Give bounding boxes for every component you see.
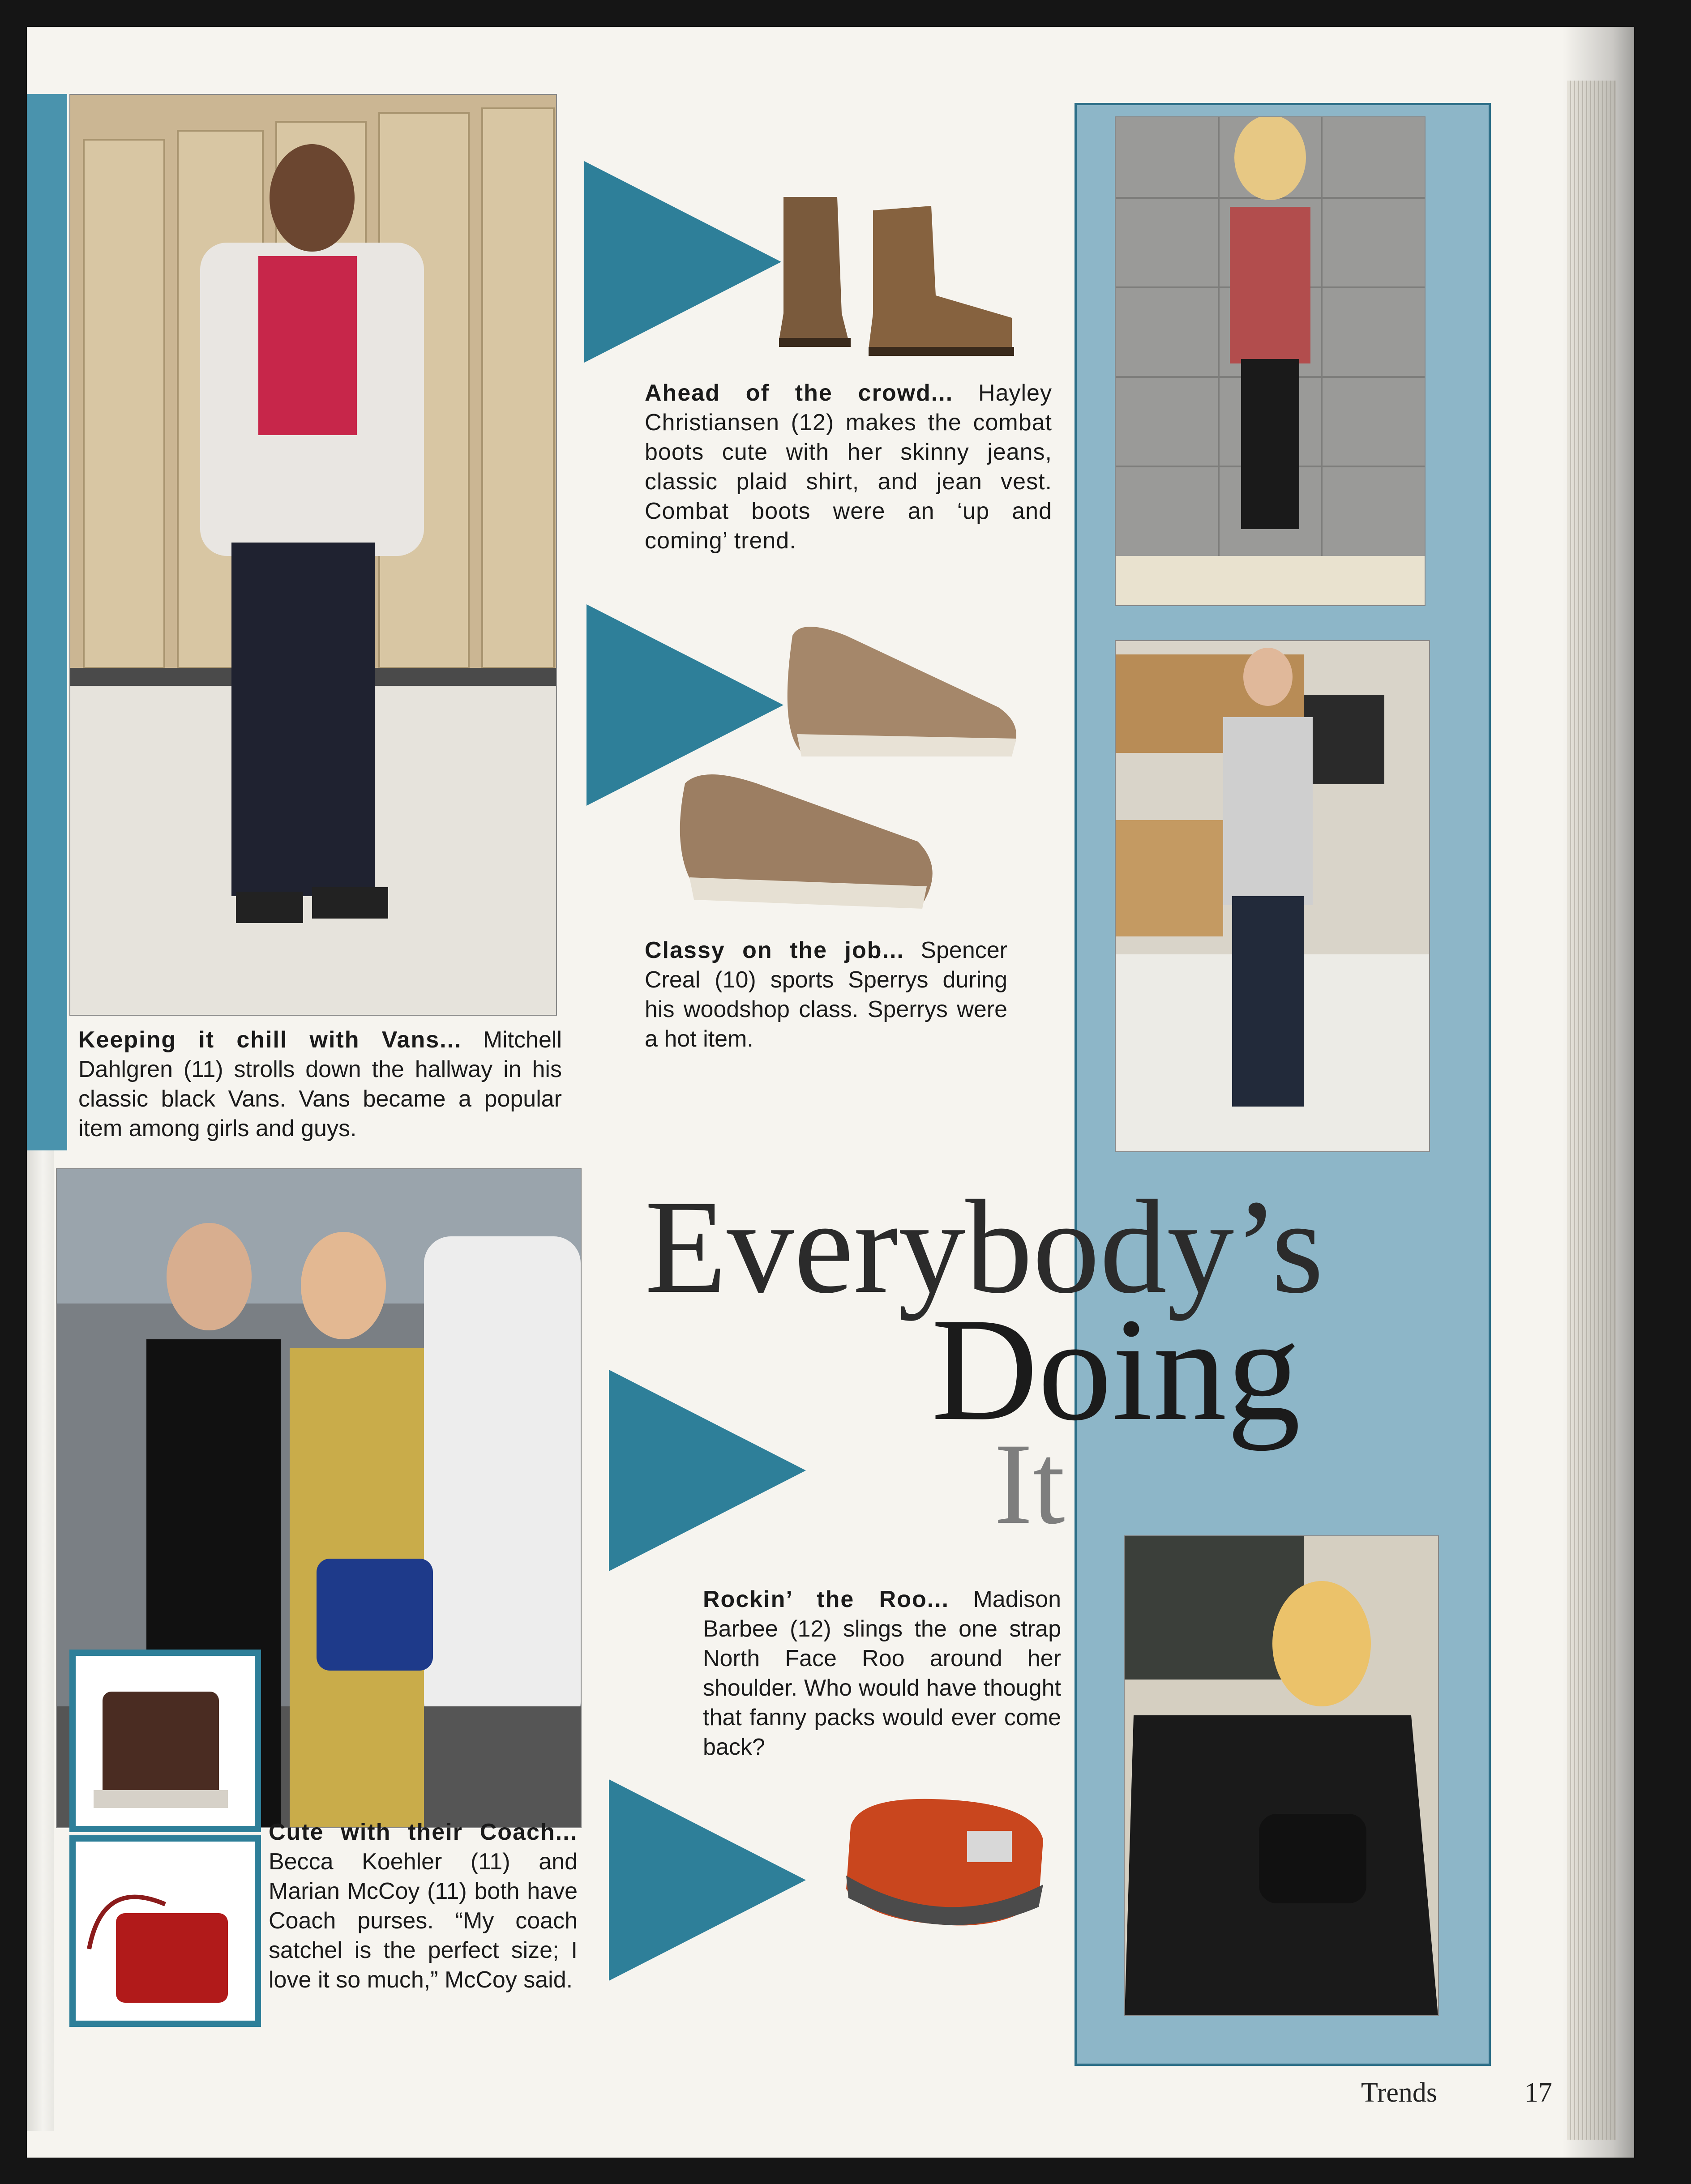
yearbook-page [27,27,1634,2158]
inset-coach-purse-red [69,1835,261,2027]
photo-spencer-woodshop [1115,640,1430,1152]
caption-sperry-lead: Classy on the job... [645,937,904,963]
title-it: It [994,1419,1065,1548]
caption-vans-lead: Keeping it chill with Vans... [78,1027,462,1053]
photo-madison-roo [1124,1535,1439,2016]
photo-mitchell-vans [69,94,557,1016]
north-face-roo-image [833,1786,1057,1934]
photo-hayley-boots [1115,116,1426,606]
title-doing: Doing [931,1288,1301,1451]
footer-section: Trends [1361,2077,1437,2108]
arrow-triangle-1 [584,161,781,363]
caption-coach-body: Becca Koehler (11) and Marian McCoy (11) both have Coach purses. “My coach satchel is the perfect size; I love it so much,” McCoy said. [269,1849,578,1993]
arrow-triangle-4 [609,1779,806,1981]
caption-combat [645,378,1052,556]
caption-sperry [645,936,1007,1054]
caption-vans-body: Mitchell Dahlgren (11) strolls down the hallway in his classic black Vans. Vans became a popular item among girls and guys. [78,1027,562,1141]
caption-roo [703,1585,1061,1762]
caption-sperry-body: Spencer Creal (10) sports Sperrys during his woodshop class. Sperrys were a hot item. [645,937,1007,1052]
caption-roo-lead: Rockin’ the Roo... [703,1586,950,1612]
caption-coach-lead: Cute with their Coach... [269,1819,578,1845]
inset-coach-purse-brown [69,1650,261,1832]
title-everybodys: Everybody’s [645,1172,1324,1321]
facing-page-blue-strip [27,94,67,1150]
caption-vans [78,1025,562,1143]
caption-coach [269,1817,578,1995]
binding-shadow [1563,27,1634,2158]
page-number: 17 [1524,2077,1552,2108]
arrow-triangle-3 [609,1370,806,1571]
combat-boots-image [770,179,1061,358]
caption-combat-body: Hayley Christiansen (12) makes the combat boots cute with her skinny jeans, classic plaid shirt, and jean vest. Combat boots were an ‘up and coming’ trend. [645,380,1052,554]
caption-combat-lead: Ahead of the crowd... [645,380,954,406]
caption-roo-body: Madison Barbee (12) slings the one strap North Face Roo around her shoulder. Who would have thought that fanny packs would ever come back? [703,1586,1062,1760]
sperry-shoes-image [667,618,1070,922]
